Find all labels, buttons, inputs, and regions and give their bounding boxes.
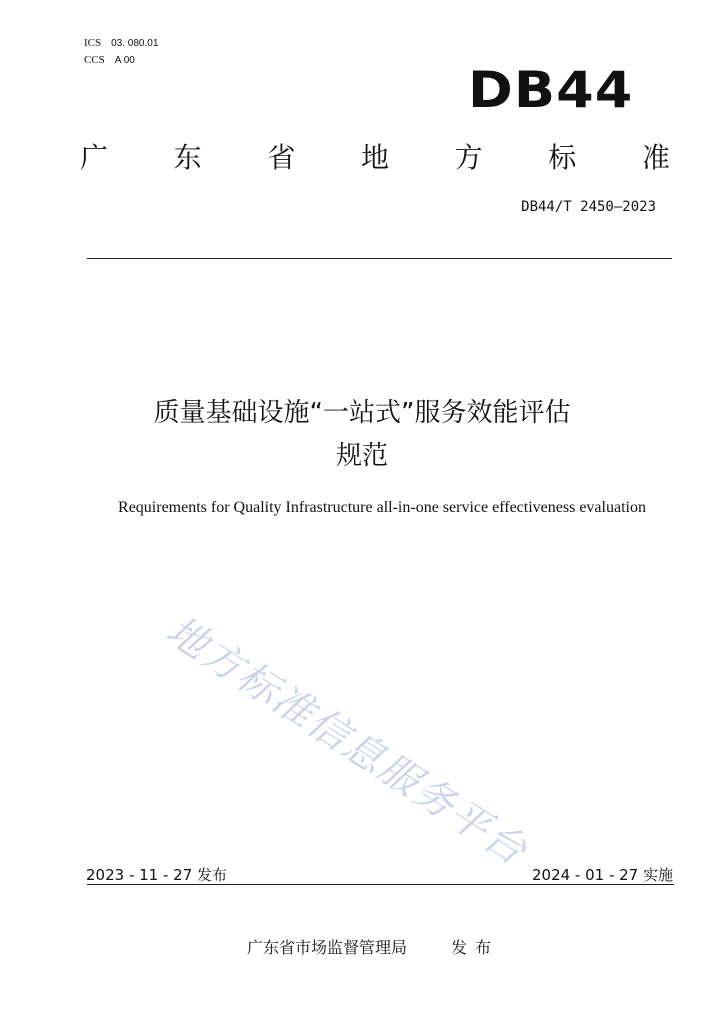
province-char: 方 bbox=[454, 141, 483, 174]
bottom-divider bbox=[87, 884, 674, 885]
issue-word: 发布 bbox=[451, 938, 500, 957]
implement-date: 2024 - 01 - 27 实施 bbox=[531, 866, 673, 884]
db44-logo: DB44 bbox=[468, 61, 634, 119]
province-char: 东 bbox=[173, 141, 202, 174]
publish-date: 2023 - 11 - 27 发布 bbox=[86, 866, 228, 884]
top-divider bbox=[87, 258, 672, 259]
standard-number: DB44/T 2450—2023 bbox=[521, 199, 656, 215]
ics-code: 03. 080.01 bbox=[111, 38, 159, 49]
title-line-2: 规范 bbox=[335, 441, 388, 471]
province-char: 地 bbox=[360, 141, 389, 174]
province-char: 广 bbox=[80, 141, 109, 174]
watermark: 地方标准信息服务平台 bbox=[158, 607, 536, 875]
ics-label: ICS bbox=[84, 37, 102, 49]
title-line-1: 质量基础设施“一站式”服务效能评估 bbox=[153, 398, 571, 428]
province-char: 准 bbox=[641, 141, 670, 174]
ics-line bbox=[84, 35, 158, 52]
province-char: 标 bbox=[548, 141, 577, 174]
province-standard-heading bbox=[80, 138, 670, 178]
issuing-authority: 广东省市场监督管理局 bbox=[247, 938, 408, 957]
ccs-label: CCS bbox=[84, 54, 105, 66]
classification-codes bbox=[84, 35, 158, 69]
province-char: 省 bbox=[267, 141, 296, 174]
ccs-line bbox=[84, 52, 158, 69]
english-title: Requirements for Quality Infrastructure all-in-one service effectiveness evaluation bbox=[118, 499, 646, 516]
ccs-code: A 00 bbox=[114, 55, 135, 66]
